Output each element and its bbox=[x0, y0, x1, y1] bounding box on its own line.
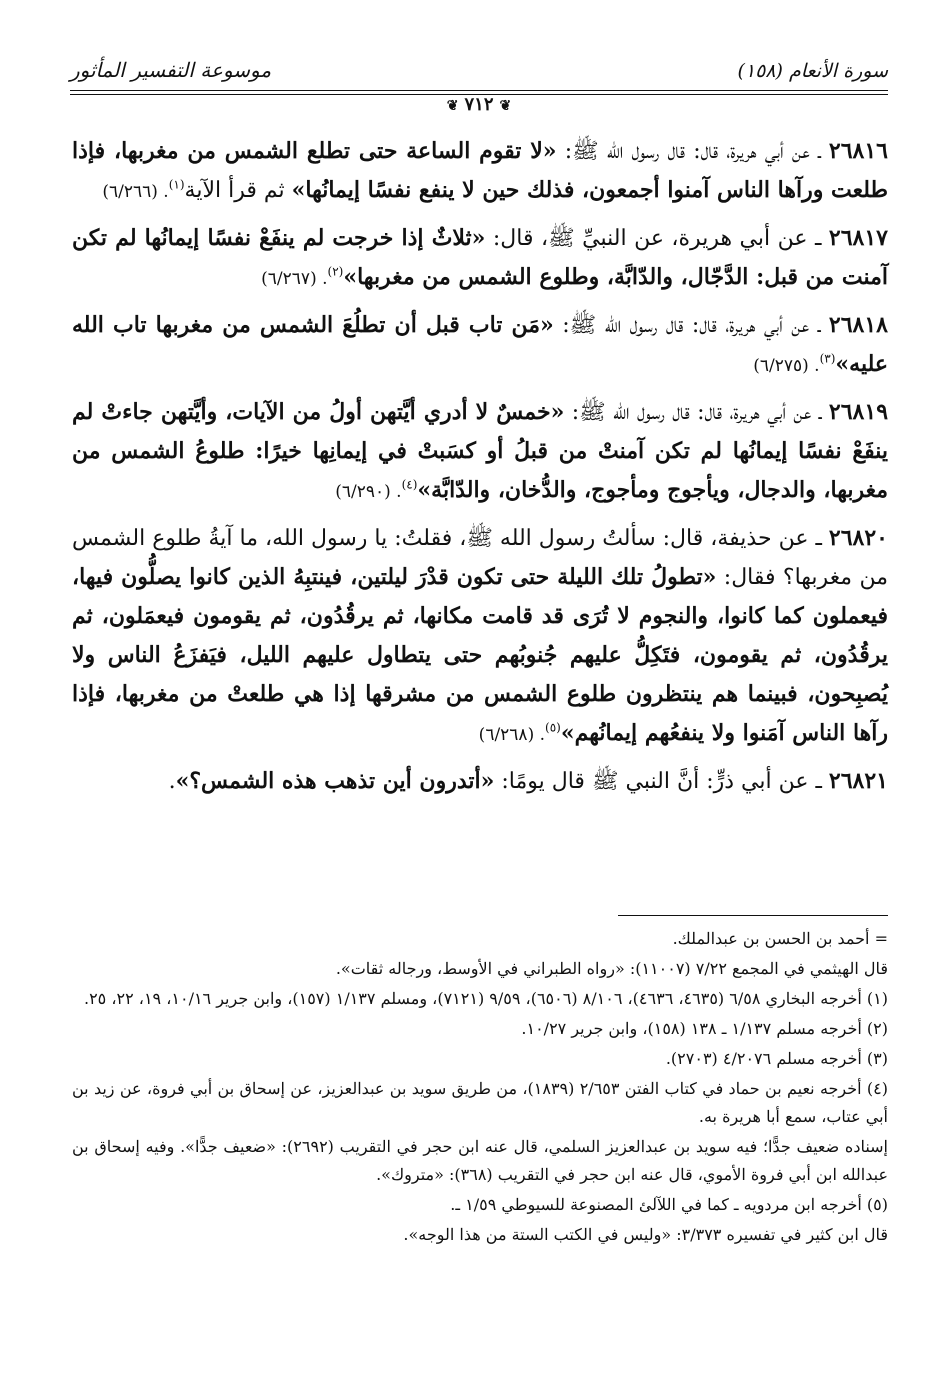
entry-intro: ـ عن أبي هريرة، قال: قال رسول الله ﷺ: bbox=[564, 400, 829, 425]
entry-tail: . bbox=[168, 769, 176, 794]
entry-quote: «أتدرون أين تذهب هذه الشمس؟» bbox=[175, 768, 495, 794]
entry-quote: «ثلاثٌ إذا خرجت لم ينفَعْ نفسًا إيمانُها لم تكن آمنت من قبل: الدَّجّال، والدّابَّة، وطلوع الشمس من مغربها» bbox=[72, 225, 888, 290]
page-header bbox=[70, 58, 888, 120]
entry-intro: ـ عن حذيفة، قال: سألتُ رسول الله ﷺ، فقلتُ: يا رسول الله، ما آيةُ طلوع الشمس من مغربها؟ فقال: bbox=[72, 526, 889, 590]
footnote: (٥) أخرجه ابن مردويه ـ كما في اللآلئ المصنوعة للسيوطي ١/٥٩ ـ. bbox=[450, 1195, 888, 1214]
entry-number: ٢٦٨٢٠ bbox=[828, 525, 888, 551]
entry-number: ٢٦٨١٨ bbox=[828, 312, 888, 338]
footnote-marker: (٣) bbox=[819, 351, 836, 366]
entry-intro: ـ عن أبي هريرة، قال: قال رسول الله ﷺ: bbox=[556, 139, 829, 164]
footnote: قال ابن كثير في تفسيره ٣/٣٧٣: «وليس في الكتب الستة من هذا الوجه». bbox=[403, 1225, 888, 1244]
entry-reference: . (٦/٢٧٥) bbox=[753, 356, 820, 376]
entry-quote: «خمسٌ لا أدري أيَّتهن أولُ من الآيات، وأيَّتهن جاءتْ لم ينفَعْ نفسًا إيمانُها لم تكن آمنتْ من قبلُ أو كسَبتْ في إيمانِها خيرًا: طلوعُ الشمس من مغربها، والدجال، ويأجوج ومأجوج، والدُّخان، والدّابَّة» bbox=[72, 399, 888, 503]
entry-reference: . (٦/٢٦٦) bbox=[102, 182, 169, 202]
ornament-icon: ❦ bbox=[499, 98, 512, 114]
footnote-divider bbox=[618, 915, 888, 916]
entry-reference: . (٦/٢٩٠) bbox=[335, 482, 402, 502]
page-number-row bbox=[70, 94, 888, 115]
hadith-entry bbox=[72, 519, 888, 754]
hadith-entry bbox=[72, 393, 888, 511]
header-rule bbox=[70, 90, 888, 91]
hadith-entry bbox=[72, 219, 888, 298]
footnote-marker: (٥) bbox=[545, 720, 561, 735]
footnote: (٢) أخرجه مسلم ١/١٣٧ ـ ١٣٨ (١٥٨)، وابن جرير ١٠/٢٧. bbox=[521, 1019, 888, 1038]
footnote: إسناده ضعيف جدًّا؛ فيه سويد بن عبدالعزيز السلمي، قال عنه ابن حجر في التقريب (٢٦٩٢): «ضعيف جدًّا». وفيه إسحاق بن عبدالله ابن أبي فروة الأموي، قال عنه ابن حجر في التقريب (٣٦٨): «متروك». bbox=[72, 1137, 888, 1184]
footnote: (٤) أخرجه نعيم بن حماد في كتاب الفتن ٢/٦٥٣ (١٨٣٩)، من طريق سويد بن عبدالعزيز، عن إسحاق بن أبي فروة، عن زيد بن أبي عتاب، سمع أبا هريرة به. bbox=[72, 1079, 889, 1126]
hadith-entry bbox=[72, 762, 888, 802]
footnote-marker: (٤) bbox=[401, 477, 418, 492]
page-number: ٧١٢ bbox=[464, 94, 494, 115]
footnote-marker: (٢) bbox=[327, 264, 344, 279]
footnote: (٣) أخرجه مسلم ٤/٢٠٧٦ (٢٧٠٣). bbox=[665, 1049, 888, 1068]
entry-intro: ـ عن أبي هريرة، عن النبيِّ ﷺ، قال: bbox=[485, 226, 829, 251]
main-text bbox=[72, 132, 888, 810]
ornament-icon: ❦ bbox=[446, 98, 459, 114]
footnote: قال الهيثمي في المجمع ٧/٢٢ (١١٠٠٧): «رواه الطبراني في الأوسط، ورجاله ثقات». bbox=[335, 959, 888, 978]
hadith-entry bbox=[72, 306, 888, 385]
entry-reference: . (٦/٢٦٧) bbox=[261, 269, 328, 289]
entry-tail: ثم قرأ الآية bbox=[184, 178, 292, 203]
hadith-entry bbox=[72, 132, 888, 211]
footnote: = أحمد بن الحسن بن عبدالملك. bbox=[672, 929, 888, 948]
entry-number: ٢٦٨١٧ bbox=[828, 225, 888, 251]
book-title: موسوعة التفسير المأثور bbox=[70, 58, 272, 82]
footnotes bbox=[72, 925, 888, 1251]
surah-title: سورة الأنعام (١٥٨) bbox=[737, 60, 888, 82]
header-rule-thin bbox=[70, 94, 888, 95]
entry-reference: . (٦/٢٦٨) bbox=[478, 725, 546, 745]
footnote-marker: (١) bbox=[168, 177, 185, 192]
entry-number: ٢٦٨١٩ bbox=[828, 399, 889, 425]
entry-quote: «مَن تاب قبل أن تطلُعَ الشمس من مغربها تاب الله عليه» bbox=[72, 312, 888, 377]
entry-intro: ـ عن أبي هريرة، قال: قال رسول الله ﷺ: bbox=[553, 313, 829, 338]
entry-quote: «تطولُ تلك الليلة حتى تكون قدْرَ ليلتين، فينتبِهُ الذين كانوا يصلُّون فيها، فيعملون كما كانوا، والنجوم لا تُرَى قد قامت مكانها، ثم يرقُدُون، ثم يقومون فيعمَلون، ثم يرقُدُون، ثم يقومون، فتَكِلُّ عليهم جُنوبُهم حتى يتطاول عليهم الليل، فيَفزَعُ الناس ولا يُصبِحون، فبينما هم ينتظرون طلوع الشمس من مشرقها إذا هي طلعتْ من مغربها، فإذا رآها الناس آمَنوا ولا ينفعُهم إيمانُهم» bbox=[72, 564, 888, 746]
entry-number: ٢٦٨١٦ bbox=[828, 138, 888, 164]
entry-quote: «لا تقوم الساعة حتى تطلع الشمس من مغربها، فإذا طلعت ورآها الناس آمنوا أجمعون، فذلك حين لا ينفع نفسًا إيمانُها» bbox=[72, 138, 888, 203]
entry-number: ٢٦٨٢١ bbox=[828, 768, 888, 794]
entry-intro: ـ عن أبي ذرٍّ: أنَّ النبي ﷺ قال يومًا: bbox=[494, 769, 829, 794]
footnote: (١) أخرجه البخاري ٦/٥٨ (٤٦٣٥، ٤٦٣٦)، ٨/١٠٦ (٦٥٠٦)، ٩/٥٩ (٧١٢١)، ومسلم ١/١٣٧ (١٥٧)، وابن جرير ١٠/١٦، ١٩، ٢٢، ٢٥. bbox=[83, 989, 888, 1008]
